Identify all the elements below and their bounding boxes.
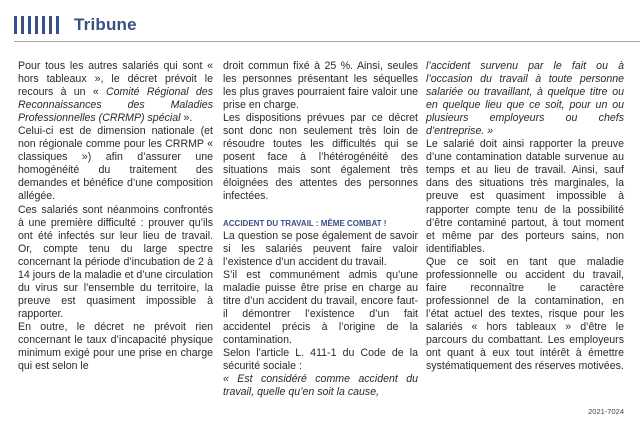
paragraph: La question se pose également de savoir si les salariés peuvent faire valoir l’existence d’un accident du travail. — [223, 229, 418, 268]
paragraph: droit commun fixé à 25 %. Ainsi, seules les personnes présentant les séquelles les plus graves pourraient faire valoir une prise en charge. — [223, 60, 418, 112]
section-title: Tribune — [74, 15, 137, 34]
paragraph: En outre, le décret ne prévoit rien concernant le taux d’incapacité physique minimum exigé pour une prise en charge qui est selon le — [18, 320, 213, 373]
paragraph: Les dispositions prévues par ce décret sont donc non seulement très loin de résoudre toutes les difficultés qui se posent face à l’hétérogénéité des situations mais sont également très éloignées des attentes des personnes infectées. — [223, 112, 418, 203]
quote-paragraph: l’accident survenu par le fait ou à l’occasion du travail à toute personne salariée ou travaillant, à quelque titre ou en quelque lieu que ce soit, pour un ou plusieurs employeurs ou chefs d’entreprise. » — [426, 60, 624, 138]
column-2 — [223, 60, 418, 399]
paragraph: Pour tous les autres salariés qui sont « hors tableaux », le décret prévoit le recours à un « Comité Régional des Reconnaissances des Maladies Professionnelles (CRRMP) spécial ». — [18, 60, 214, 125]
subheading: ACCIDENT DU TRAVAIL : MÊME COMBAT ! — [223, 218, 387, 228]
paragraph: Ces salariés sont néanmoins confrontés à une première difficulté : prouver qu’ils ont été infectés sur leur lieu de travail. Or, compte tenu du large spectre concernant la période d’incubation de 2 à 14 jours de la maladie et d’une circulation du virus sur l’ensemble du territoire, la preuve est quasiment impossible à rapporter. — [18, 203, 213, 320]
page-header — [14, 13, 640, 37]
paragraph: Le salarié doit ainsi rapporter la preuve d’une contamination datable survenue au temps et au lieu de travail. Ainsi, sauf dans des situations très marginales, la preuve est quasiment impossible à rapporter compte tenu de la possibilité d’être contaminé partout, à tout moment et même par des porteurs sains, non identifiables. — [426, 138, 624, 255]
quote-paragraph: « Est considéré comme accident du travail, quelle qu’en soit la cause, — [223, 373, 418, 399]
column-1 — [18, 60, 213, 373]
paragraph: Selon l’article L. 411-1 du Code de la sécurité sociale : — [223, 346, 418, 372]
paragraph: Que ce soit en tant que maladie professionnelle ou accident du travail, faire reconnaître le caractère professionnel de la contamination, en l’état actuel des textes, risque pour les salariés « hors tableaux » d’être le parcours du combattant. Les employeurs ont quant à eux tout intérêt à émettre systématiquement des réserves motivées. — [426, 255, 624, 373]
paragraph: S’il est communément admis qu’une maladie puisse être prise en charge au titre d’un accident du travail, encore faut-il démontrer l’existence d’un fait accidentel précis à l’origine de la contamination. — [223, 268, 418, 346]
header-divider — [14, 41, 640, 42]
reference-number: 2021-7024 — [588, 407, 624, 416]
column-3 — [426, 60, 624, 373]
paragraph: Celui-ci est de dimension nationale (et non régionale comme pour les CRRMP « classiques ») afin d’assurer une homogénéité du traitement des demandes et bénéfice d’une composition allégée. — [18, 125, 213, 203]
